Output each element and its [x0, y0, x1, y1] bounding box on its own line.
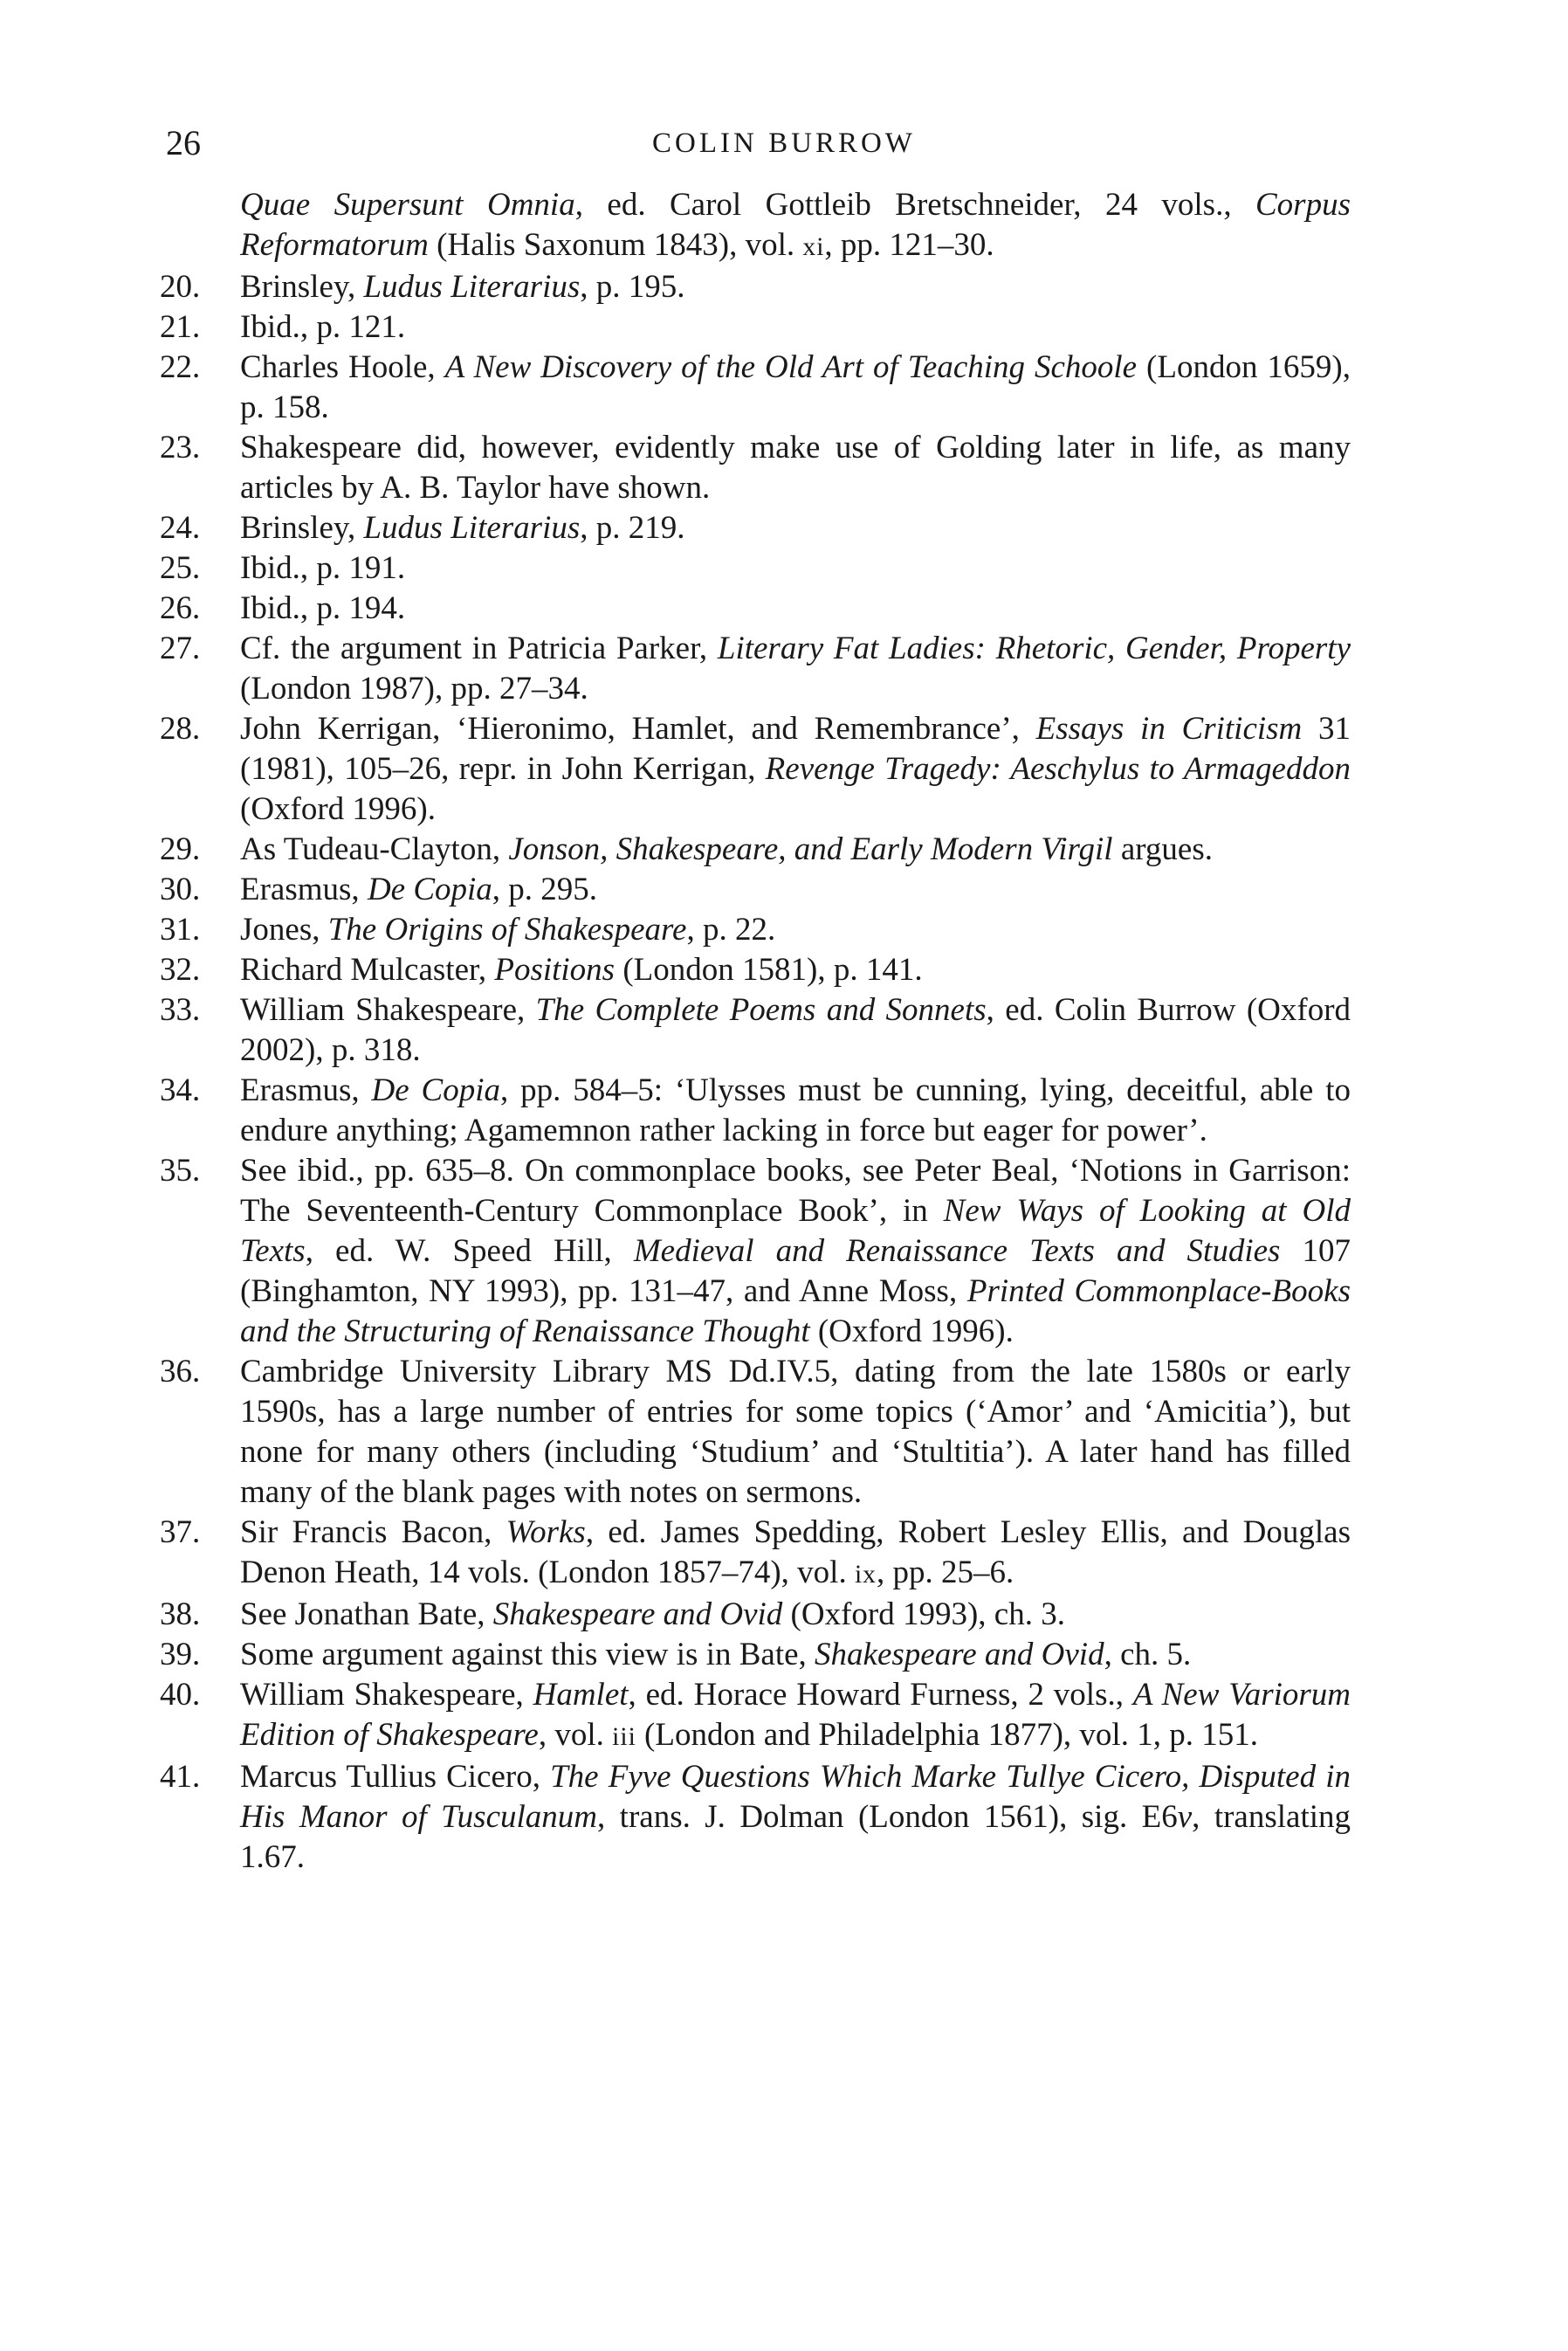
endnote-segment: , ed. Carol Gottleib Bretschneider, 24 vols.,	[574, 187, 1255, 223]
endnote-number: 33.	[160, 992, 201, 1028]
endnote-segment: xi	[802, 233, 825, 261]
endnote-segment: argues.	[1112, 831, 1213, 867]
endnote-segment: As Tudeau-Clayton,	[240, 831, 509, 867]
endnote-segment: (London 1987), pp. 27–34.	[240, 671, 588, 707]
endnote-segment: , pp. 584–5: ‘Ulysses must be cunning, lying, deceitful, able to endure anything; Agamemnon rather lacking in force but eager for power’.	[240, 1072, 1351, 1148]
endnote-segment: Jones,	[240, 912, 328, 948]
endnote-text	[240, 1759, 1351, 1875]
endnote-title: De Copia	[371, 1072, 500, 1108]
endnote-title: Works	[505, 1514, 586, 1550]
endnote-segment: , p. 295.	[492, 872, 598, 907]
endnote-segment: , trans. J. Dolman (London 1561), sig. E6	[597, 1799, 1178, 1835]
endnote-title: Ludus Literarius	[363, 269, 581, 305]
endnote-number: 36.	[160, 1354, 201, 1389]
endnote-segment: , ed. W. Speed Hill,	[305, 1233, 634, 1269]
endnote-title: Shakespeare and Ovid	[815, 1637, 1104, 1672]
endnote-title: Essays in Criticism	[1035, 711, 1303, 747]
endnote	[160, 910, 1351, 950]
endnote-segment: 31 (1981), 105–26, repr. in John Kerrigan,	[240, 711, 1351, 787]
endnote-title: Corpus Reformatorum	[240, 187, 1351, 263]
endnote	[240, 185, 1351, 267]
endnote-text	[240, 631, 1351, 707]
endnote	[160, 548, 1351, 589]
endnote-text	[240, 430, 1351, 506]
endnote-segment: iii	[612, 1723, 636, 1751]
endnote-segment: Brinsley,	[240, 510, 364, 546]
endnote-number: 40.	[160, 1677, 201, 1713]
endnote-title: A New Discovery of the Old Art of Teaching Schoole	[444, 349, 1138, 385]
endnote-segment: (Oxford 1996).	[240, 791, 437, 827]
endnotes-list	[160, 185, 1351, 1878]
endnote	[160, 428, 1351, 508]
endnote-segment: See ibid., pp. 635–8. On commonplace books, see Peter Beal, ‘Notions in Garrison: The Seventeenth-Century Commonplace Book’, in	[240, 1153, 1351, 1229]
endnote	[160, 1675, 1351, 1757]
endnote-segment: Ibid., p. 121.	[240, 309, 406, 345]
endnote	[160, 267, 1351, 307]
endnote-segment: , ed. Colin Burrow (Oxford 2002), p. 318.	[240, 992, 1351, 1068]
endnote-title: The Origins of Shakespeare	[327, 912, 687, 948]
endnote-segment: , p. 219.	[580, 510, 685, 546]
endnote-text	[240, 1677, 1351, 1753]
endnote	[160, 1757, 1351, 1878]
endnote-segment: (Oxford 1996).	[809, 1313, 1014, 1349]
endnote-number: 37.	[160, 1514, 201, 1550]
endnote-text	[240, 992, 1351, 1068]
endnote-title: v	[1177, 1799, 1193, 1835]
endnote-title: The Fyve Questions Which Marke Tullye Cicero, Disputed in His Manor of Tusculanum	[240, 1759, 1351, 1835]
endnote-segment: Richard Mulcaster,	[240, 952, 495, 988]
endnote-segment: (Halis Saxonum 1843), vol.	[428, 227, 803, 263]
endnote-number: 20.	[160, 269, 201, 305]
endnote-text	[240, 1153, 1351, 1349]
endnote-title: Positions	[494, 952, 616, 988]
endnote	[160, 1071, 1351, 1151]
endnote-segment: See Jonathan Bate,	[240, 1596, 493, 1632]
endnote-text	[240, 872, 597, 907]
endnote-segment: , ed. James Spedding, Robert Lesley Ellis, and Douglas Denon Heath, 14 vols. (London 1857–74), vol.	[240, 1514, 1351, 1590]
endnote-text	[240, 309, 405, 345]
endnote-title: Revenge Tragedy: Aeschylus to Armageddon	[765, 751, 1351, 787]
endnote-segment: Shakespeare did, however, evidently make use of Golding later in life, as many articles by A. B. Taylor have shown.	[240, 430, 1351, 506]
endnote-text	[240, 590, 405, 626]
endnote-text	[240, 550, 405, 586]
endnote-segment: , p. 195.	[580, 269, 685, 305]
endnote-text	[240, 1596, 1065, 1632]
page-number: 26	[166, 123, 201, 162]
endnote-title: The Complete Poems and Sonnets	[535, 992, 987, 1028]
endnote	[160, 709, 1351, 830]
endnote-segment: (London 1581), p. 141.	[615, 952, 923, 988]
endnote-number: 39.	[160, 1637, 201, 1672]
endnote-segment: , pp. 121–30.	[824, 227, 994, 263]
endnote	[160, 348, 1351, 428]
endnote-number: 22.	[160, 349, 201, 385]
endnote-title: Shakespeare and Ovid	[492, 1596, 783, 1632]
endnote-segment: , ed. Horace Howard Furness, 2 vols.,	[628, 1677, 1133, 1713]
endnote-segment: Ibid., p. 191.	[240, 550, 406, 586]
endnote-segment: William Shakespeare,	[240, 992, 536, 1028]
endnote-segment: , translating 1.67.	[240, 1799, 1351, 1875]
endnote-title: Jonson, Shakespeare, and Early Modern Virgil	[508, 831, 1113, 867]
endnote-text	[240, 269, 685, 305]
endnote-number: 27.	[160, 631, 201, 666]
endnote	[160, 830, 1351, 870]
endnote-number: 23.	[160, 430, 201, 465]
endnote-number: 34.	[160, 1072, 201, 1108]
endnote-segment: Ibid., p. 194.	[240, 590, 406, 626]
endnote-title: Medieval and Renaissance Texts and Studies	[633, 1233, 1281, 1269]
endnote-title: Hamlet	[533, 1677, 629, 1713]
endnote-segment: Brinsley,	[240, 269, 364, 305]
running-head: COLIN BURROW	[652, 128, 916, 159]
endnote-text	[240, 711, 1351, 827]
endnote-segment: , p. 22.	[686, 912, 776, 948]
endnote	[160, 307, 1351, 348]
endnote-segment: John Kerrigan, ‘Hieronimo, Hamlet, and Remembrance’,	[240, 711, 1036, 747]
endnote-text	[240, 510, 685, 546]
endnote-title: Printed Commonplace-Books and the Structuring of Renaissance Thought	[240, 1273, 1351, 1349]
endnote	[160, 1595, 1351, 1635]
endnote-segment: ix	[854, 1561, 877, 1589]
endnote-segment: , pp. 25–6.	[876, 1555, 1014, 1590]
endnote-segment: (London and Philadelphia 1877), vol. 1, p. 151.	[636, 1717, 1258, 1753]
endnote-text	[240, 349, 1351, 425]
endnote	[160, 870, 1351, 910]
endnote-text	[240, 912, 775, 948]
endnote-text	[240, 1354, 1351, 1510]
endnote-segment: Cf. the argument in Patricia Parker,	[240, 631, 718, 666]
endnote-title: Literary Fat Ladies: Rhetoric, Gender, Property	[717, 631, 1351, 666]
endnote-title: A New Variorum Edition of Shakespeare	[240, 1677, 1351, 1753]
endnote-text	[240, 187, 1351, 263]
endnote	[160, 589, 1351, 629]
endnote-text	[240, 952, 923, 988]
endnote-segment: 107 (Binghamton, NY 1993), pp. 131–47, and Anne Moss,	[240, 1233, 1351, 1309]
endnote	[160, 1151, 1351, 1352]
endnote-text	[240, 831, 1213, 867]
endnote-text	[240, 1072, 1351, 1148]
endnote-segment: Charles Hoole,	[240, 349, 445, 385]
endnote-number: 31.	[160, 912, 201, 948]
endnote-number: 28.	[160, 711, 201, 747]
endnote-number: 30.	[160, 872, 201, 907]
endnote-segment: Some argument against this view is in Bate,	[240, 1637, 815, 1672]
endnote-title: Quae Supersunt Omnia	[240, 187, 575, 223]
endnote-segment: Erasmus,	[240, 872, 368, 907]
endnote-number: 38.	[160, 1596, 201, 1632]
endnote	[160, 1352, 1351, 1513]
endnote-title: Ludus Literarius	[363, 510, 581, 546]
endnote	[160, 950, 1351, 990]
endnote-segment: William Shakespeare,	[240, 1677, 533, 1713]
endnote-number: 35.	[160, 1153, 201, 1189]
endnote-number: 21.	[160, 309, 201, 345]
endnote-segment: Sir Francis Bacon,	[240, 1514, 506, 1550]
endnote	[160, 629, 1351, 709]
endnote-segment: Cambridge University Library MS Dd.IV.5, dating from the late 1580s or early 1590s, has a large number of entries for some topics (‘Amor’ and ‘Amicitia’), but none for many others (including ‘Studium’ and ‘Stultitia’). A later hand has filled many of the blank pages with notes on sermons.	[240, 1354, 1351, 1510]
endnote-title: New Ways of Looking at Old Texts	[240, 1193, 1351, 1269]
endnote	[160, 1513, 1351, 1595]
endnote	[160, 1635, 1351, 1675]
endnote-text	[240, 1637, 1191, 1672]
endnote-segment: , ch. 5.	[1104, 1637, 1192, 1672]
endnote-segment: Marcus Tullius Cicero,	[240, 1759, 551, 1795]
endnote-segment: (London 1659), p. 158.	[240, 349, 1351, 425]
endnote-number: 25.	[160, 550, 201, 586]
endnote-segment: Erasmus,	[240, 1072, 372, 1108]
endnote	[160, 508, 1351, 548]
endnote-number: 29.	[160, 831, 201, 867]
endnote-title: De Copia	[367, 872, 492, 907]
endnote-text	[240, 1514, 1351, 1590]
endnote-number: 26.	[160, 590, 201, 626]
endnote-number: 24.	[160, 510, 201, 546]
endnote	[160, 990, 1351, 1071]
endnote-number: 41.	[160, 1759, 201, 1795]
endnote-segment: , vol.	[538, 1717, 613, 1753]
endnote-number: 32.	[160, 952, 201, 988]
endnote-segment: (Oxford 1993), ch. 3.	[782, 1596, 1065, 1632]
